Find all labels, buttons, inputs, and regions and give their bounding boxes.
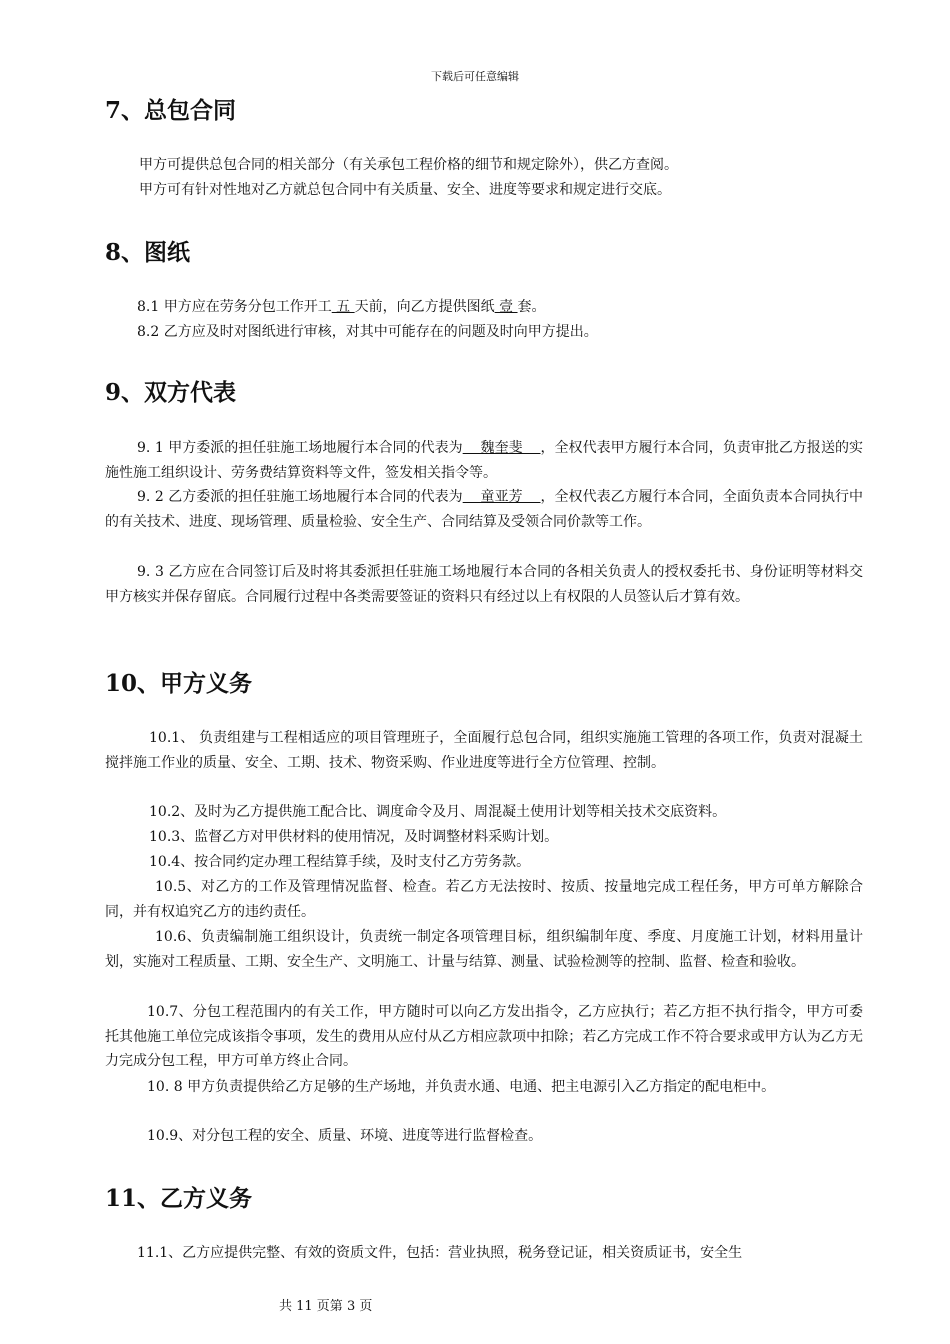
party-a-representative: 魏奎斐 xyxy=(462,440,541,456)
section-10-paragraph: 10.5、对乙方的工作及管理情况监督、检查。若乙方无法按时、按质、按量地完成工程任务，甲方可单方解除合同，并有权追究乙方的违约责任。 xyxy=(105,879,863,920)
section-10-paragraph: 10.4、按合同约定办理工程结算手续，及时支付乙方劳务款。 xyxy=(149,854,531,870)
section-8-paragraph xyxy=(105,295,863,320)
section-10-paragraph: 10.1、 负责组建与工程相适应的项目管理班子，全面履行总包合同，组织实施施工管理的各项工作，负责对混凝土搅拌施工作业的质量、安全、工期、技术、物资采购、作业进度等进行全方位管理、控制。 xyxy=(105,730,863,771)
text-run: 9. 1 甲方委派的担任驻施工场地履行本合同的代表为 xyxy=(137,440,463,456)
section-7-paragraph: 甲方可提供总包合同的相关部分（有关承包工程价格的细节和规定除外），供乙方查阅。 xyxy=(139,157,678,173)
section-10-title: 10、甲方义务 xyxy=(105,670,253,697)
text-run: 9. 2 乙方委派的担任驻施工场地履行本合同的代表为 xyxy=(137,489,463,505)
section-9-paragraph: 9. 3 乙方应在合同签订后及时将其委派担任驻施工场地履行本合同的各相关负责人的授权委托书、身份证明等材料交甲方核实并保存留底。合同履行过程中各类需要签证的资料只有经过以上有权限的人员签认后才算有效。 xyxy=(105,564,863,605)
page-header: 下载后可任意编辑 xyxy=(431,70,519,83)
text-run: 套。 xyxy=(517,299,546,315)
text-run: 天前，向乙方提供图纸 xyxy=(354,299,495,315)
section-10-paragraph: 10.6、负责编制施工组织设计，负责统一制定各项管理目标，组织编制年度、季度、月度施工计划，材料用量计划，实施对工程质量、工期、安全生产、文明施工、计量与结算、测量、试验检测等的控制、监督、检查和验收。 xyxy=(105,929,863,970)
section-8-paragraph: 8.2 乙方应及时对图纸进行审核，对其中可能存在的问题及时向甲方提出。 xyxy=(137,324,598,340)
text-run: 8.1 甲方应在劳务分包工作开工 xyxy=(137,299,332,315)
section-10-paragraph: 10.7、分包工程范围内的有关工作，甲方随时可以向乙方发出指令，乙方应执行；若乙方拒不执行指令，甲方可委托其他施工单位完成该指令事项，发生的费用从应付从乙方相应款项中扣除；若乙方完成工作不符合要求或甲方认为乙方无力完成分包工程，甲方可单方终止合同。 xyxy=(105,1004,863,1069)
section-9-paragraph xyxy=(105,436,863,485)
section-7-title: 7、总包合同 xyxy=(105,97,237,124)
sets-value: 壹 xyxy=(494,299,518,315)
section-10-paragraph: 10. 8 甲方负责提供给乙方足够的生产场地，并负责水通、电通、把主电源引入乙方指定的配电柜中。 xyxy=(147,1079,776,1095)
section-8-title: 8、图纸 xyxy=(105,239,191,266)
text-run: ，全权代表乙方履行本合同，全面负责本合同执行中的有关技术、进度、现场管理、质量检验、安全生产、合同结算及受领合同价款等工作。 xyxy=(105,489,863,530)
section-11-paragraph: 11.1、乙方应提供完整、有效的资质文件，包括：营业执照，税务登记证，相关资质证书，安全生 xyxy=(137,1245,743,1261)
section-10-paragraph: 10.9、对分包工程的安全、质量、环境、进度等进行监督检查。 xyxy=(147,1128,543,1144)
page-footer: 共 11 页第 3 页 xyxy=(279,1299,373,1314)
section-7-paragraph: 甲方可有针对性地对乙方就总包合同中有关质量、安全、进度等要求和规定进行交底。 xyxy=(139,182,671,198)
section-10-paragraph: 10.2、及时为乙方提供施工配合比、调度命令及月、周混凝土使用计划等相关技术交底资料。 xyxy=(149,804,727,820)
section-10-paragraph: 10.3、监督乙方对甲供材料的使用情况，及时调整材料采购计划。 xyxy=(149,829,559,845)
days-value: 五 xyxy=(331,299,355,315)
section-11-title: 11、乙方义务 xyxy=(105,1185,253,1212)
party-b-representative: 童亚芳 xyxy=(462,489,541,505)
section-9-title: 9、双方代表 xyxy=(105,379,237,406)
text-run: ，全权代表甲方履行本合同，负责审批乙方报送的实施性施工组织设计、劳务费结算资料等文件，签发相关指令等。 xyxy=(105,440,863,481)
section-9-paragraph xyxy=(105,485,863,534)
